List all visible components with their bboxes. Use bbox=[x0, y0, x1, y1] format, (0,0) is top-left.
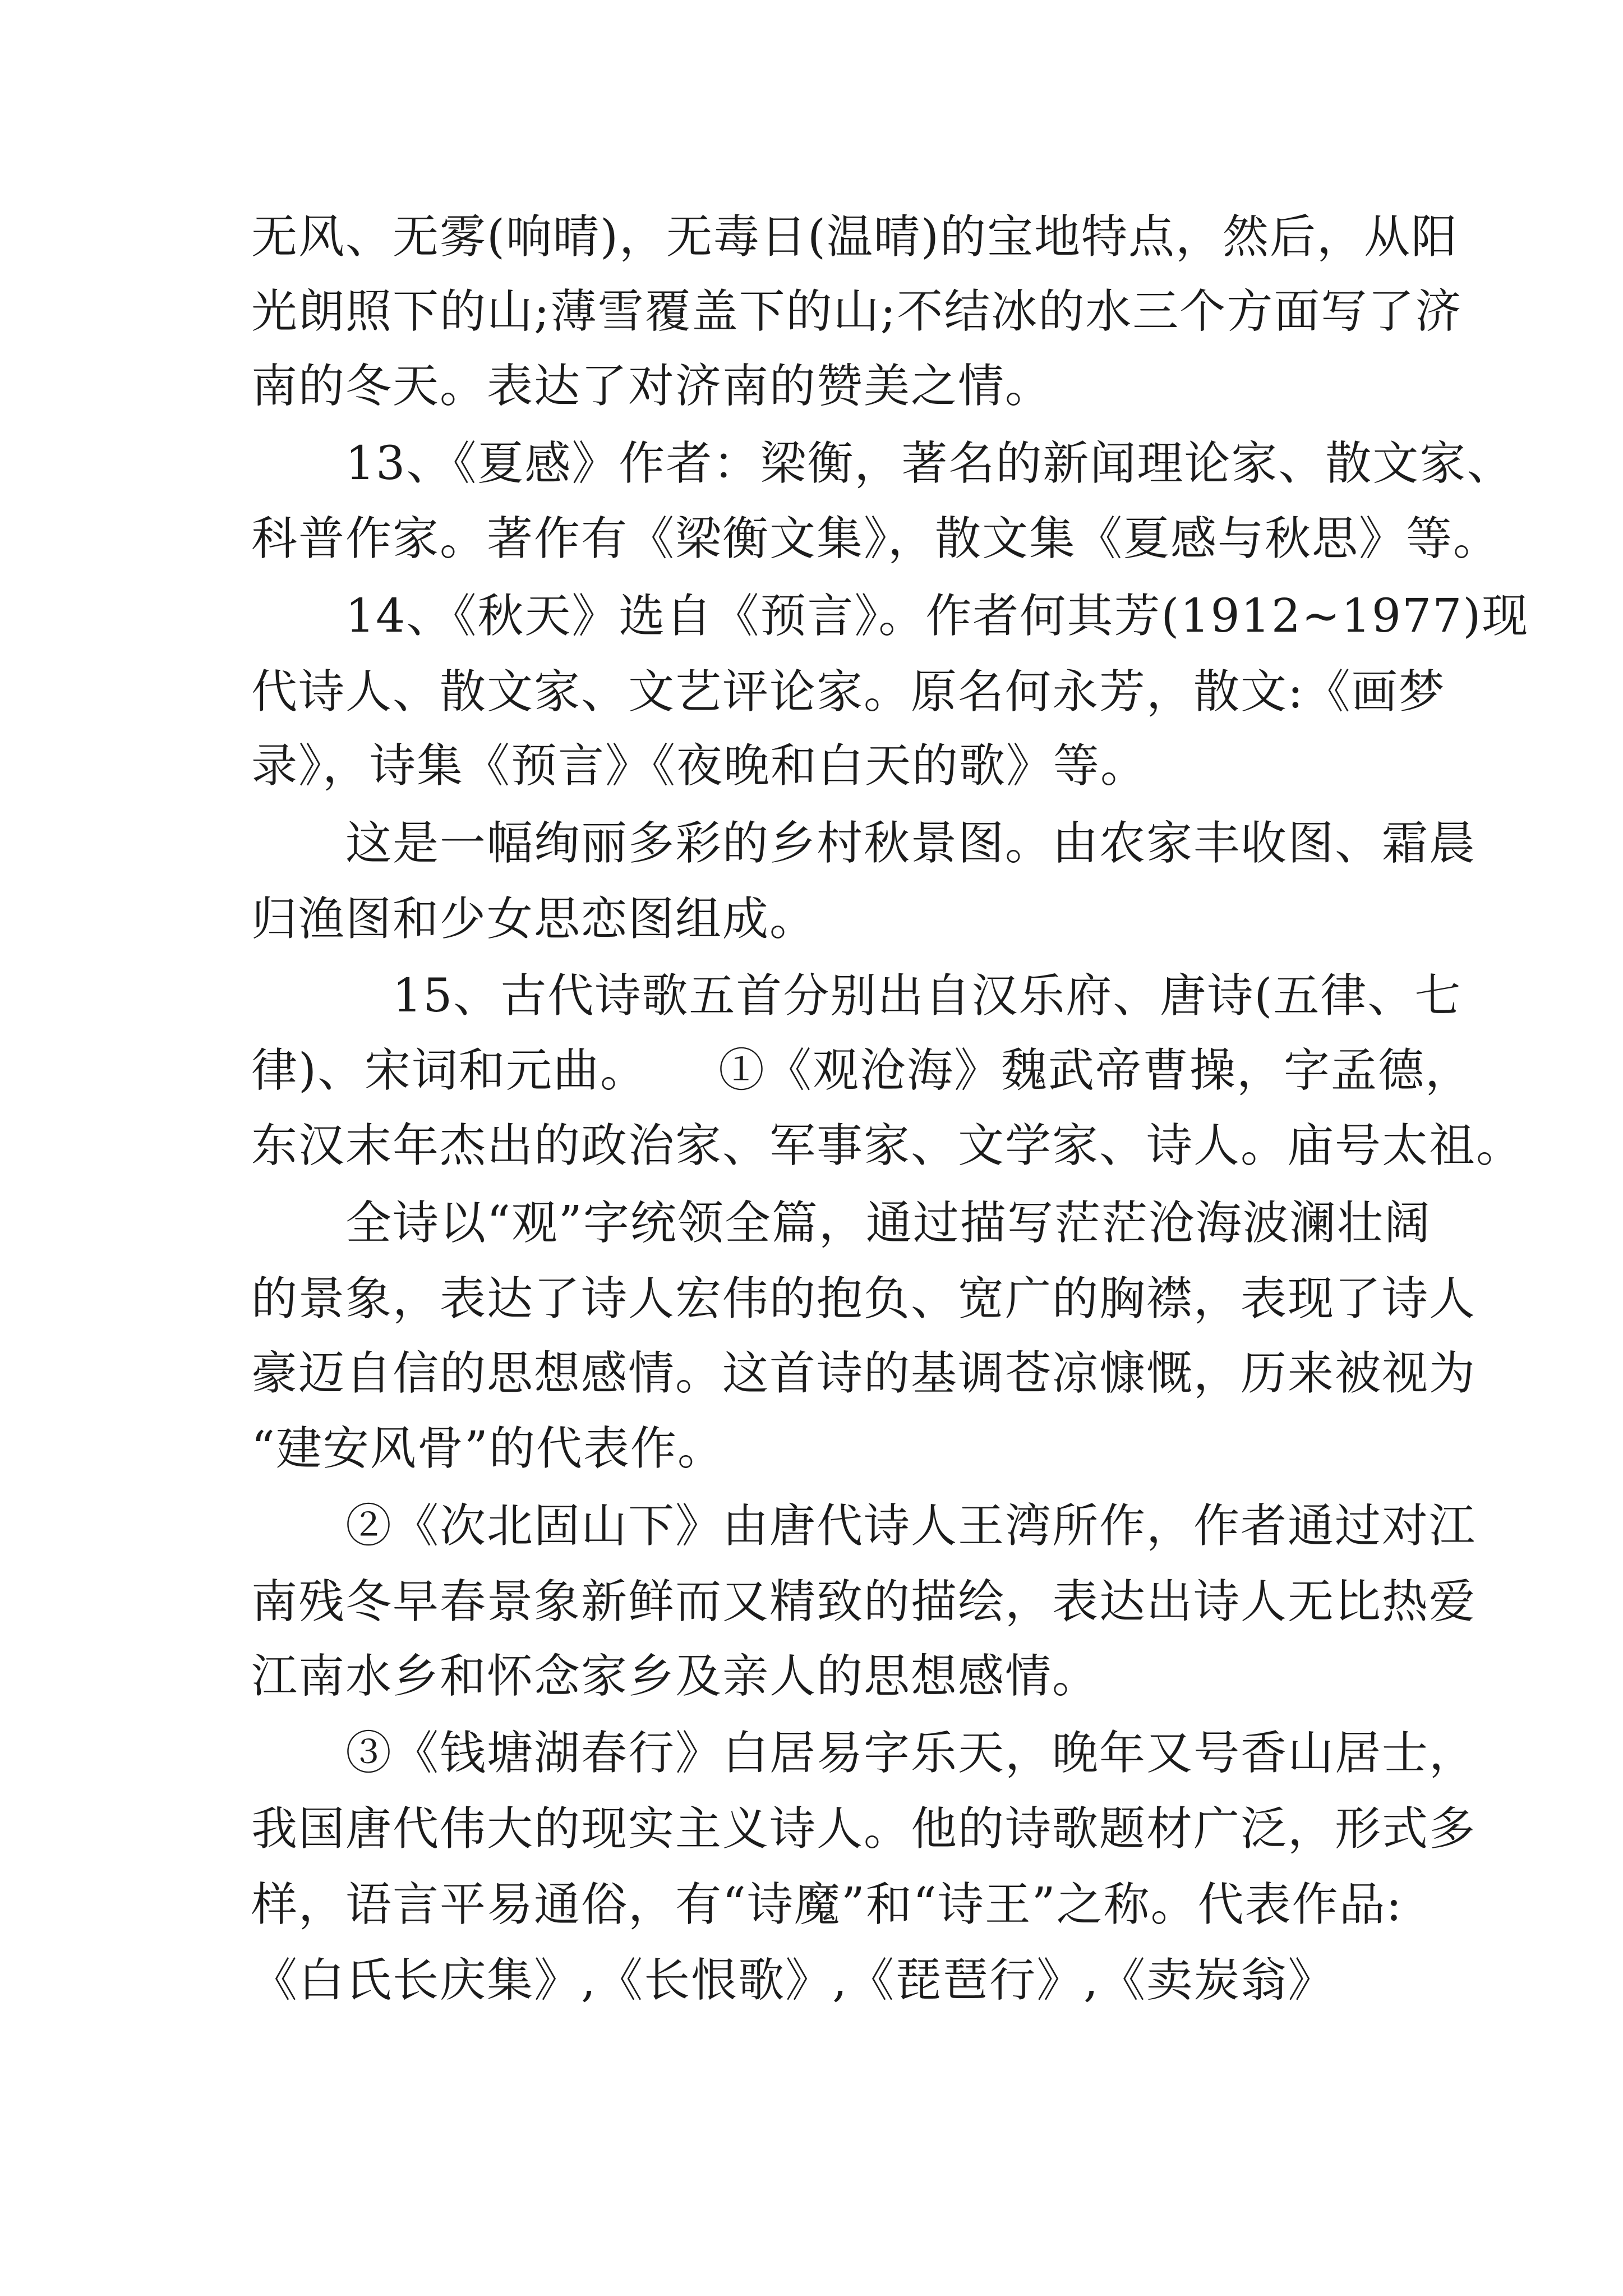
text-line: 录》，诗集《预言》《夜晚和白天的歌》等。 bbox=[251, 739, 1148, 793]
text-line: 样，语言平易通俗，有“诗魔”和“诗王”之称。代表作品: bbox=[251, 1878, 1403, 1931]
text-line: 全诗以“观”字统领全篇，通过描写茫茫沧海波澜壮阔 bbox=[251, 1197, 1431, 1250]
text-line: 南残冬早春景象新鲜而又精致的描绘，表达出诗人无比热爱 bbox=[251, 1575, 1477, 1628]
text-line: 的景象，表达了诗人宏伟的抱负、宽广的胸襟，表现了诗人 bbox=[251, 1272, 1477, 1326]
text-line: 我国唐代伟大的现实主义诗人。他的诗歌题材广泛，形式多 bbox=[251, 1802, 1477, 1856]
text-line: ②《次北固山下》由唐代诗人王湾所作，作者通过对江 bbox=[251, 1499, 1477, 1553]
text-line: “建安风骨”的代表作。 bbox=[251, 1422, 725, 1475]
text-line: 无风、无雾(响晴)，无毒日(温晴)的宝地特点，然后，从阳 bbox=[251, 210, 1458, 264]
text-line: 14、《秋天》选自《预言》。作者何其芳(1912~1977)现 bbox=[251, 590, 1529, 643]
text-line: 这是一幅绚丽多彩的乡村秋景图。由农家丰收图、霜晨 bbox=[251, 817, 1477, 870]
text-line: 13、《夏感》作者：梁衡，著名的新闻理论家、散文家、 bbox=[251, 437, 1514, 490]
text-line: ③《钱塘湖春行》白居易字乐天，晚年又号香山居士， bbox=[251, 1727, 1477, 1780]
text-line: 江南水乡和怀念家乡及亲人的思想感情。 bbox=[251, 1650, 1100, 1703]
text-line: 律)、宋词和元曲。 ①《观沧海》魏武帝曹操，字孟德， bbox=[251, 1044, 1472, 1097]
text-line: 归渔图和少女思恋图组成。 bbox=[251, 892, 817, 946]
text-line: 《白氏长庆集》,《长恨歌》,《琵琶行》,《卖炭翁》 bbox=[251, 1954, 1335, 2007]
text-line: 豪迈自信的思想感情。这首诗的基调苍凉慷慨，历来被视为 bbox=[251, 1347, 1477, 1400]
text-line: 南的冬天。表达了对济南的赞美之情。 bbox=[251, 360, 1053, 413]
text-line: 光朗照下的山;薄雪覆盖下的山;不结冰的水三个方面写了济 bbox=[251, 285, 1463, 338]
text-line: 东汉末年杰出的政治家、军事家、文学家、诗人。庙号太祖。 bbox=[251, 1119, 1524, 1172]
text-line: 代诗人、散文家、文艺评论家。原名何永芳，散文:《画梦 bbox=[251, 665, 1446, 719]
text-line: 科普作家。著作有《梁衡文集》，散文集《夏感与秋思》等。 bbox=[251, 512, 1501, 565]
text-line: 15、古代诗歌五首分别出自汉乐府、唐诗(五律、七 bbox=[251, 969, 1462, 1023]
